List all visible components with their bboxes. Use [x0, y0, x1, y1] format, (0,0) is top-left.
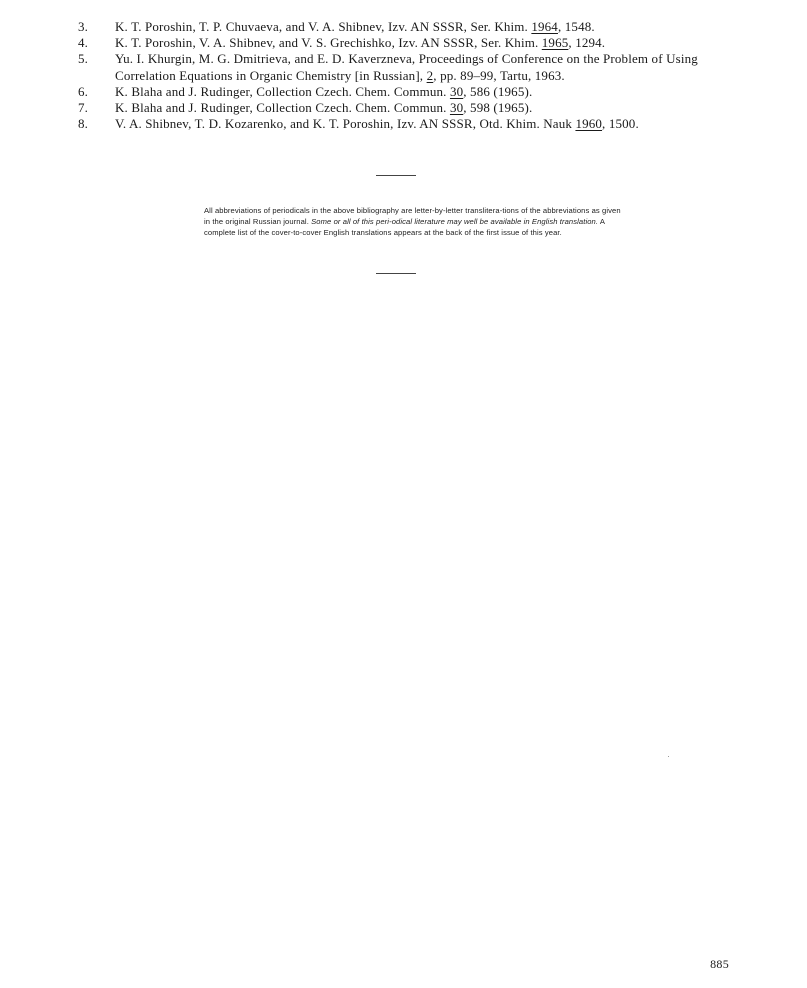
note-italic-text: Some or all of this peri-odical literature may well be available in English translation.	[311, 217, 599, 227]
reference-volume: 1964	[531, 19, 558, 34]
reference-citation: K. Blaha and J. Rudinger, Collection Czech. Chem. Commun.	[115, 83, 450, 99]
note-text-end: A complete list of the cover-to-cover English translations appears at the back of the first issue of this year.	[204, 217, 605, 238]
reference-text	[115, 19, 726, 35]
reference-number: 4.	[78, 35, 89, 51]
page-number: 885	[710, 957, 729, 971]
reference-citation: K. Blaha and J. Rudinger, Collection Czech. Chem. Commun.	[115, 100, 450, 116]
reference-text	[115, 51, 726, 83]
reference-pages: , 598 (1965).	[463, 100, 533, 116]
abbreviations-note	[204, 205, 624, 239]
reference-pages: , 1500.	[602, 116, 639, 132]
reference-text	[115, 100, 726, 116]
reference-item	[78, 100, 726, 116]
reference-number: 8.	[78, 116, 89, 132]
reference-volume: 2	[426, 67, 434, 83]
divider-bottom	[376, 273, 416, 274]
reference-pages: , 1294.	[568, 35, 606, 51]
reference-pages: , 1548.	[557, 19, 595, 34]
reference-volume: 1965	[541, 35, 569, 51]
divider-top	[376, 175, 416, 176]
reference-pages: , pp. 89–99, Tartu, 1963.	[433, 67, 565, 83]
note-text: All abbreviations of periodicals in the above bibliography are letter-by-letter translitera-tions of the abbreviations as given in the original Russian journal.	[204, 206, 621, 227]
reference-volume: 30	[449, 83, 464, 99]
reference-item	[78, 51, 726, 83]
reference-number: 7.	[78, 100, 89, 116]
reference-pages: , 586 (1965).	[463, 83, 533, 99]
reference-text	[115, 35, 726, 51]
reference-number: 6.	[78, 83, 89, 99]
reference-citation: V. A. Shibnev, T. D. Kozarenko, and K. T. Poroshin, Izv. AN SSSR, Otd. Khim. Nauk	[115, 116, 576, 132]
reference-citation: K. T. Poroshin, V. A. Shibnev, and V. S. Grechishko, Izv. AN SSSR, Ser. Khim.	[115, 35, 542, 51]
reference-item	[78, 35, 726, 51]
reference-item	[78, 19, 726, 35]
reference-text	[115, 116, 726, 132]
reference-citation: K. T. Poroshin, T. P. Chuvaeva, and V. A. Shibnev, Izv. AN SSSR, Ser. Khim.	[115, 19, 532, 34]
reference-number: 3.	[78, 19, 89, 34]
reference-text	[115, 84, 726, 100]
reference-item	[78, 116, 726, 132]
scan-speck	[668, 756, 669, 757]
reference-list	[78, 19, 726, 132]
reference-volume: 1960	[575, 116, 603, 132]
reference-number: 5.	[78, 51, 89, 67]
reference-citation: Yu. I. Khurgin, M. G. Dmitrieva, and E. D. Kaverzneva, Proceedings of Conference on the Problem of Using Correlation Equations in Organic Chemistry [in Russian],	[115, 51, 698, 83]
reference-item	[78, 84, 726, 100]
reference-volume: 30	[449, 100, 464, 116]
